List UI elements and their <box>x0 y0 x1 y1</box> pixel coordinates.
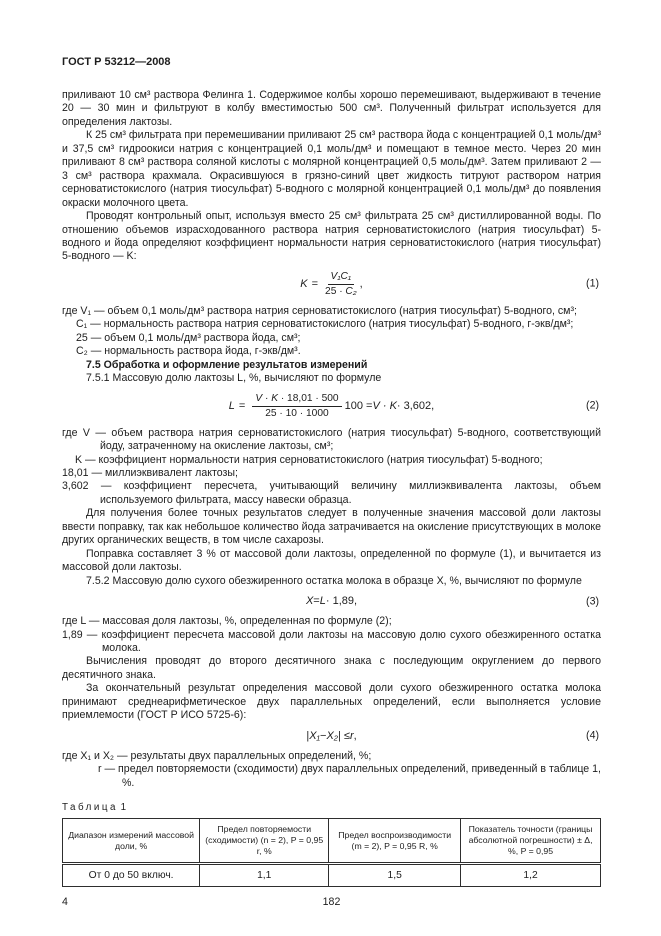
definitions-formula-1 <box>62 305 601 359</box>
paragraph-control-test: Проводят контрольный опыт, используя вместо 25 см³ фильтрата 25 см³ дистиллированной воды. По отношению объемов израсходованного раствора натрия серноватистокислого (натрия тиосульфат) 5-водного и йода определяют коэффициент нормальности натрия серноватистокислого (натрия тиосульфат) 5-водного — K: <box>62 210 601 263</box>
definitions-formula-2 <box>62 427 601 508</box>
table-cell-reproducibility: 1,5 <box>329 864 461 887</box>
formula-3-equals: = <box>313 595 320 608</box>
paragraph-7-5-1: 7.5.1 Массовую долю лактозы L, %, вычисляют по формуле <box>86 372 382 385</box>
formula-2-num-vars: V · K <box>255 392 278 404</box>
definition-item: 1,89 — коэффициент пересчета массовой доли лактозы на массовую долю сухого обезжиренного остатка молока. <box>62 628 601 654</box>
formula-1-den-const: 25 · <box>325 285 346 297</box>
paragraph-final-result: За окончательный результат определения массовой доли сухого обезжиренного остатка молока принимают среднеарифметическое двух параллельных определений, если выполняется условие приемлемости (ГОСТ Р ИСО 5725-6): <box>62 682 601 722</box>
page-number-left: 4 <box>62 896 68 909</box>
paragraph-correction-value: Поправка составляет 3 % от массовой доли лактозы, определенной по формуле (1), и вычитается из массовой доли лактозы. <box>62 547 601 574</box>
formula-1 <box>62 271 601 298</box>
formula-2-fraction <box>252 393 341 420</box>
formula-2 <box>62 393 601 420</box>
formula-4 <box>62 730 601 743</box>
definition-item: 25 — объем 0,1 моль/дм³ раствора йода, см³; <box>76 331 301 344</box>
formula-1-number: (1) <box>586 277 599 290</box>
page-footer <box>62 896 601 910</box>
table-cell-accuracy: 1,2 <box>461 864 601 887</box>
definition-item: где V₁ — объем 0,1 моль/дм³ раствора натрия серноватистокислого (натрия тиосульфат) 5-водного, см³; <box>62 304 577 317</box>
formula-3-number: (3) <box>586 595 599 608</box>
formula-2-numerator <box>252 393 341 407</box>
paragraph-continuation: приливают 10 см³ раствора Фелинга 1. Содержимое колбы хорошо перемешивают, выдерживают в течение 20 — 30 мин и фильтруют в колбу вместимостью 500 см³. Полученный фильтрат используется для определения лактозы. <box>62 89 601 128</box>
paragraph-rounding: Вычисления проводят до второго десятичного знака с последующим округлением до первого десятичного знака. <box>62 655 601 681</box>
formula-2-mid-tail: · 3,602, <box>396 399 435 412</box>
formula-2-lhs: L <box>228 399 235 412</box>
table-row <box>63 864 601 887</box>
definitions-formula-4 <box>62 750 601 790</box>
paragraph-7-5-2: 7.5.2 Массовую долю сухого обезжиренного остатка молока в образце X, %, вычисляют по формуле <box>86 574 582 587</box>
formula-4-leq: | ≤ <box>337 729 350 742</box>
formula-2-mid-vars: V · K <box>372 399 397 412</box>
formula-1-denominator <box>325 285 357 298</box>
table-cell-repeatability: 1,1 <box>200 864 329 887</box>
formula-3 <box>62 595 601 608</box>
table-header-accuracy: Показатель точности (границы абсолютной погрешности) ± Δ, %, P = 0,95 <box>461 819 601 864</box>
precision-table <box>62 818 601 887</box>
definitions-formula-3 <box>62 615 601 655</box>
formula-2-denominator: 25 · 10 · 1000 <box>265 407 329 419</box>
table-cell-range: От 0 до 50 включ. <box>63 864 200 887</box>
definition-item: C₂ — нормальность раствора йода, г-экв/дм³. <box>76 345 301 358</box>
formula-1-fraction <box>325 271 357 298</box>
table-caption-number: 1 <box>120 802 127 814</box>
formula-4-var-r: r <box>349 729 354 742</box>
formula-1-den-var: C₂ <box>345 285 357 297</box>
formula-2-equals: = <box>238 399 246 412</box>
paragraph-titration: К 25 см³ фильтрата при перемешивании приливают 25 см³ раствора йода с концентрацией 0,1 моль/дм³ и 37,5 см³ гидроокиси натрия с концентрацией 0,1 моль/дм³ и помещают в темное место. Через 20 мин приливают 8 см³ раствора соляной кислоты с молярной концентрацией 0,5 моль/дм³. Затем приливают 2 — 3 см³ раствора крахмала. Окрасившуюся в грязно-синий цвет жидкость титруют раствором натрия серноватистокислого (натрия тиосульфат) 5-водного с молярной концентрацией 0,1 моль/дм³ до появления окраски молочного цвета. <box>62 129 601 209</box>
definition-item: 18,01 — миллиэквивалент лактозы; <box>62 466 238 479</box>
definition-item: r — предел повторяемости (сходимости) двух параллельных определений, приведенный в таблице 1, %. <box>98 763 601 789</box>
formula-2-mid-const: 100 = <box>344 399 373 412</box>
formula-4-number: (4) <box>586 729 599 742</box>
formula-2-num-consts: · 18,01 · 500 <box>278 392 339 404</box>
definition-item: K — коэффициент нормальности натрия серноватистокислого (натрия тиосульфат) 5-водного; <box>75 453 543 466</box>
definition-item: где V — объем раствора натрия серноватистокислого (натрия тиосульфат) 5-водного, соответствующий йоду, затраченному на окисление лактозы, см³; <box>62 426 601 453</box>
formula-1-equals: = <box>311 277 319 290</box>
table-header-range: Диапазон измерений массовой доли, % <box>63 819 200 864</box>
section-heading-7-5: 7.5 Обработка и оформление результатов измерений <box>86 358 368 371</box>
table-caption <box>62 802 601 813</box>
formula-4-var-x2: X₂ <box>326 729 338 742</box>
formula-4-var-x1: X₁ <box>309 729 320 742</box>
definition-item: 3,602 — коэффициент пересчета, учитывающий величину миллиэквивалента лактозы, объем используемого фильтрата, массу навески образца. <box>62 480 601 506</box>
formula-3-const: · 1,89, <box>325 595 358 608</box>
formula-1-lhs: K <box>300 277 308 290</box>
formula-1-comma: , <box>359 277 363 290</box>
definition-item: C₁ — нормальность раствора натрия серноватистокислого (натрия тиосульфат) 5-водного, г-экв/дм³; <box>76 318 574 331</box>
document-title: ГОСТ Р 53212—2008 <box>62 56 171 68</box>
table-caption-word: Таблица <box>62 802 118 814</box>
formula-3-var-x: X <box>305 595 314 608</box>
table-header-repeatability: Предел повторяемости (сходимости) (n = 2), P = 0,95 r, % <box>200 819 329 864</box>
formula-4-bar-open: | <box>306 729 310 742</box>
page-number-center: 182 <box>322 896 341 909</box>
definition-item: где X₁ и X₂ — результаты двух параллельных определений, %; <box>62 749 372 762</box>
formula-2-number: (2) <box>586 399 599 412</box>
formula-4-comma: , <box>353 729 357 742</box>
table-header-reproducibility: Предел воспроизводимости (m = 2), P = 0,95 R, % <box>329 819 461 864</box>
formula-3-var-l: L <box>319 595 326 608</box>
paragraph-correction-note: Для получения более точных результатов следует в полученные значения массовой доли лактозы ввести поправку, так как небольшое количество йода затрачивается на окисление присутствующих в молоке других органических веществ, в том числе сахарозы. <box>62 507 601 547</box>
formula-1-numerator: V₁C₁ <box>328 271 355 285</box>
definition-item: где L — массовая доля лактозы, %, определенная по формуле (2); <box>62 615 392 628</box>
table-header-row <box>63 819 601 864</box>
formula-4-minus: − <box>320 729 327 742</box>
